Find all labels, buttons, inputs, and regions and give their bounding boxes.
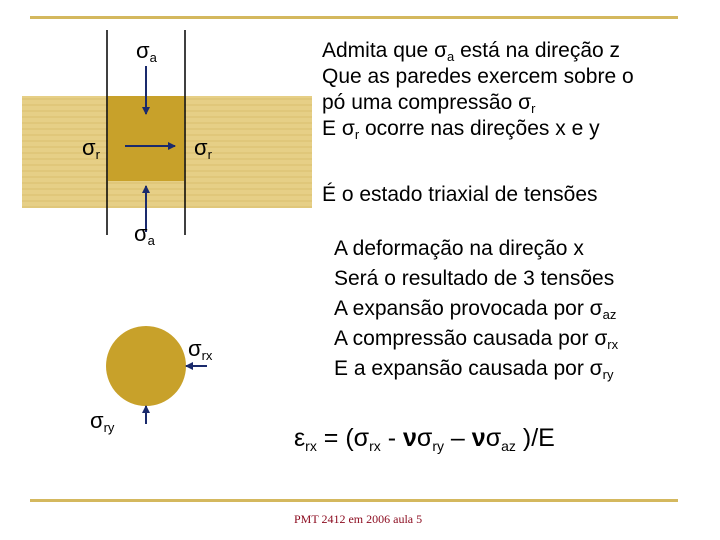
deformation-line-4: A compressão causada por $\sigma_{rx}$ (334, 327, 619, 352)
label-sigma-a-top: $\sigma_a$ (136, 38, 157, 65)
strain-formula: $\varepsilon_{rx} = (\sigma_{rx} - \nu\sigma_{ry} - \nu\sigma_{az}$ )/E (294, 424, 555, 454)
deformation-line-3: A expansão provocada por $\sigma_{az}$ (334, 297, 617, 322)
footer-caption: PMT 2412 em 2006 aula 5 (294, 512, 423, 526)
label-sigma-r-right: $\sigma_r$ (194, 135, 212, 162)
deformation-line-2: Será o resultado de 3 tensões (334, 267, 615, 290)
triaxial-state-line: É o estado triaxial de tensões (322, 183, 598, 206)
label-sigma-rx: $\sigma_{rx}$ (188, 336, 213, 363)
intro-line-1: Admita que $\sigma_a$ está na direção z (322, 39, 621, 64)
deformation-line-5: E a expansão causada por $\sigma_{ry}$ (334, 357, 614, 382)
bottom-rule (30, 499, 678, 502)
intro-line-3: pó uma compressão $\sigma_r$ (322, 91, 536, 116)
intro-line-4: E $\sigma_r$ ocorre nas direções x e y (322, 117, 600, 142)
powder-particle (106, 326, 186, 406)
label-sigma-ry: $\sigma_{ry}$ (90, 408, 115, 435)
label-sigma-a-bottom: $\sigma_a$ (134, 221, 155, 248)
intro-line-2: Que as paredes exercem sobre o (322, 65, 634, 88)
label-sigma-r-left: $\sigma_r$ (82, 135, 100, 162)
deformation-line-1: A deformação na direção x (334, 237, 584, 260)
